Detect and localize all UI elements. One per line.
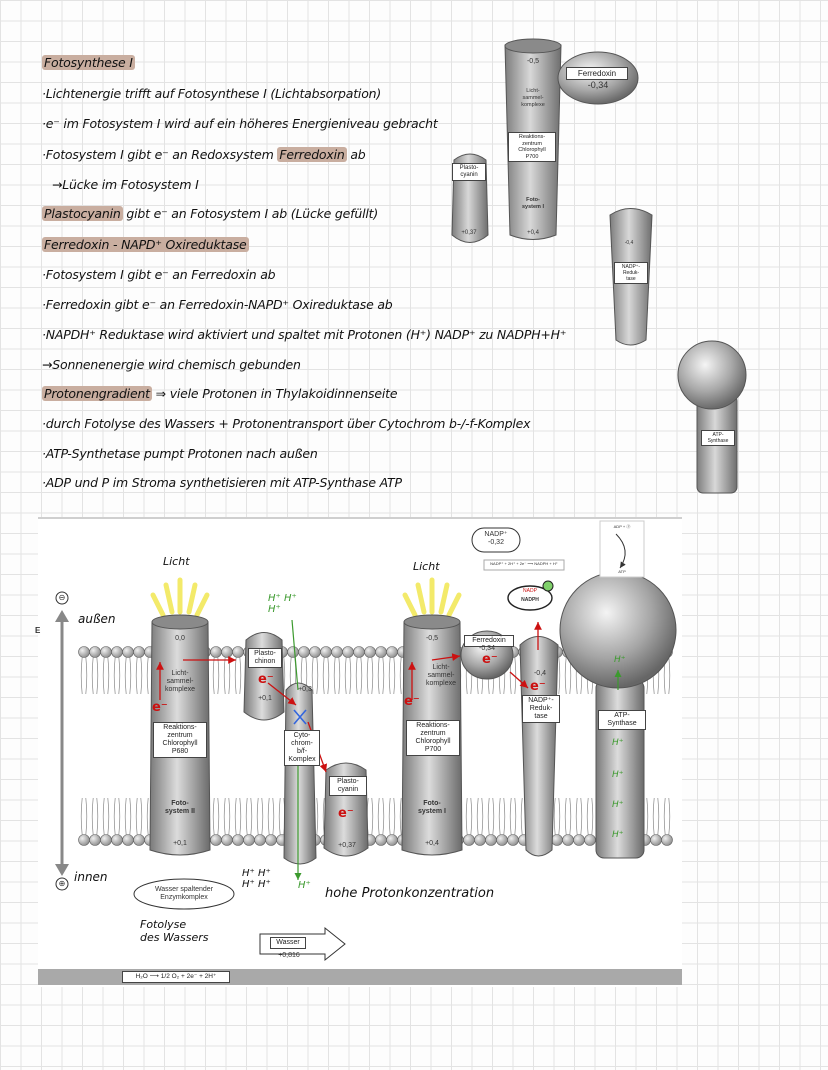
cytochrom-value: +0,3 bbox=[298, 686, 312, 693]
lipid-tail bbox=[130, 798, 131, 835]
lipid-tail bbox=[559, 657, 560, 694]
lipid-head bbox=[90, 835, 101, 846]
lipid-tail bbox=[279, 798, 280, 835]
lipid-tail bbox=[235, 657, 236, 694]
ps2-top-value: 0,0 bbox=[175, 635, 185, 642]
lipid-tail bbox=[136, 798, 137, 835]
lipid-head bbox=[134, 647, 145, 658]
lipid-tail bbox=[103, 657, 104, 694]
lipid-tail bbox=[389, 657, 390, 694]
note-line-12: ·ATP-Synthetase pumpt Protonen nach außen bbox=[42, 446, 318, 461]
lipid-head bbox=[310, 647, 321, 658]
lipid-tail bbox=[350, 657, 351, 694]
note-line-4: →Lücke im Fotosystem I bbox=[52, 177, 199, 192]
plastocyanin-label: Plasto- cyanin bbox=[329, 776, 367, 796]
lipid-head bbox=[288, 647, 299, 658]
lipid-tail bbox=[565, 657, 566, 694]
lipid-tail bbox=[130, 657, 131, 694]
lipid-tail bbox=[108, 798, 109, 835]
lipid-tail bbox=[664, 798, 665, 835]
ps2-center-label: Reaktions- zentrum Chlorophyll P680 bbox=[153, 722, 207, 758]
protons-bottom: H⁺ H⁺ H⁺ H⁺ bbox=[242, 868, 271, 890]
outside-label: außen bbox=[78, 612, 116, 626]
cytochrom-shape bbox=[284, 683, 316, 864]
lipid-tail bbox=[229, 657, 230, 694]
top-ps1-center-label: Reaktions- zentrum Chlorophyll P700 bbox=[508, 132, 556, 162]
nadp-bubble-label: NADP bbox=[523, 588, 537, 594]
lipid-head bbox=[255, 835, 266, 846]
lipid-tail bbox=[471, 798, 472, 835]
lipid-tail bbox=[669, 657, 670, 694]
proton-atp-3: H⁺ bbox=[612, 800, 624, 810]
water-label: Wasser bbox=[270, 937, 306, 949]
lipid-tail bbox=[92, 657, 93, 694]
lipid-tail bbox=[92, 798, 93, 835]
ps1-light-label: Licht- sammel- komplexe bbox=[426, 664, 456, 687]
lipid-tail bbox=[658, 798, 659, 835]
lipid-tail bbox=[268, 798, 269, 835]
high-proton-label: hohe Protonkonzentration bbox=[325, 886, 495, 901]
note-line-7: ·Ferredoxin gibt e⁻ an Ferredoxin-NAPD⁺ Oxireduktase ab bbox=[42, 297, 393, 312]
note-line-10: Protonengradient ⇒ viele Protonen in Thylakoidinnenseite bbox=[44, 386, 398, 401]
top-ps1-name: Foto- system I bbox=[521, 197, 544, 210]
lipid-tail bbox=[114, 657, 115, 694]
proton-atp-top: H⁺ bbox=[614, 655, 626, 665]
lipid-tail bbox=[334, 657, 335, 694]
proton-atp-1: H⁺ bbox=[612, 738, 624, 748]
lipid-tail bbox=[86, 798, 87, 835]
lipid-head bbox=[332, 647, 343, 658]
ps2-name: Foto- system II bbox=[165, 800, 195, 815]
lipid-tail bbox=[119, 657, 120, 694]
lipid-tail bbox=[213, 798, 214, 835]
lipid-head bbox=[365, 647, 376, 658]
lipid-tail bbox=[213, 657, 214, 694]
lipid-tail bbox=[554, 798, 555, 835]
note-line-2: ·e⁻ im Fotosystem I wird auf ein höheres Energieniveau gebracht bbox=[42, 116, 438, 131]
lipid-head bbox=[464, 835, 475, 846]
lipid-tail bbox=[570, 798, 571, 835]
lipid-tail bbox=[108, 657, 109, 694]
lipid-tail bbox=[587, 798, 588, 835]
lipid-head bbox=[387, 835, 398, 846]
proton-atp-2: H⁺ bbox=[612, 770, 624, 780]
nadp-box-label: NADP⁺ -0,32 bbox=[484, 531, 508, 546]
axis-e-label: E bbox=[35, 626, 41, 635]
lipid-tail bbox=[251, 798, 252, 835]
lipid-tail bbox=[515, 657, 516, 694]
lipid-head bbox=[497, 835, 508, 846]
note-heading-reductase: Ferredoxin - NAPD⁺ Oxireduktase bbox=[44, 237, 247, 252]
lipid-head bbox=[211, 835, 222, 846]
lipid-tail bbox=[515, 798, 516, 835]
energy-axis bbox=[55, 610, 69, 876]
electron-reductase: e⁻ bbox=[530, 679, 546, 694]
ps1-center-label: Reaktions- zentrum Chlorophyll P700 bbox=[406, 720, 460, 756]
lipid-tail bbox=[147, 657, 148, 694]
lipid-tail bbox=[147, 798, 148, 835]
electron-ps1: e⁻ bbox=[404, 694, 420, 709]
ferredoxin-label: Ferredoxin bbox=[464, 635, 514, 647]
reductase-label: NADP⁺- Reduk- tase bbox=[522, 695, 560, 723]
lipid-tail bbox=[125, 657, 126, 694]
top-plastocyanin-label: Plasto- cyanin bbox=[452, 163, 486, 181]
lipid-tail bbox=[361, 657, 362, 694]
lipid-head bbox=[354, 647, 365, 658]
lipid-tail bbox=[240, 657, 241, 694]
lipid-head bbox=[211, 647, 222, 658]
lipid-tail bbox=[576, 798, 577, 835]
top-ps1-bottom-value: +0,4 bbox=[527, 230, 539, 236]
lipid-tail bbox=[378, 798, 379, 835]
electron-ferredoxin: e⁻ bbox=[482, 652, 498, 667]
lipid-head bbox=[112, 835, 123, 846]
lipid-tail bbox=[581, 798, 582, 835]
lipid-head bbox=[244, 835, 255, 846]
adp-label: ADP + Ⓟ bbox=[613, 524, 631, 529]
lipid-head bbox=[299, 647, 310, 658]
note-line-13: ·ADP und P im Stroma synthetisieren mit ATP-Synthase ATP bbox=[42, 475, 402, 490]
notes-title: Fotosynthese I bbox=[44, 55, 133, 70]
lipid-head bbox=[266, 835, 277, 846]
lipid-tail bbox=[97, 657, 98, 694]
lipid-tail bbox=[81, 657, 82, 694]
lipid-tail bbox=[141, 657, 142, 694]
lipid-tail bbox=[229, 798, 230, 835]
ps1-bottom-value: +0,4 bbox=[425, 840, 439, 847]
top-ferredoxin-label: Ferredoxin bbox=[566, 67, 628, 80]
lipid-tail bbox=[383, 798, 384, 835]
ps2-light-label: Licht- sammel- komplexe bbox=[165, 670, 195, 693]
lipid-tail bbox=[477, 798, 478, 835]
lipid-head bbox=[101, 835, 112, 846]
note-line-3: ·Fotosystem I gibt e⁻ an Redoxsystem Ferredoxin ab bbox=[42, 147, 366, 162]
atp-label: ATP bbox=[618, 569, 626, 574]
proton-bottom-green: H⁺ bbox=[298, 880, 311, 891]
lipid-tail bbox=[119, 798, 120, 835]
lipid-tail bbox=[367, 657, 368, 694]
lipid-tail bbox=[356, 657, 357, 694]
lipid-head bbox=[134, 835, 145, 846]
lipid-head bbox=[387, 647, 398, 658]
plastochinon-label: Plasto- chinon bbox=[248, 648, 282, 668]
lipid-tail bbox=[218, 657, 219, 694]
lipid-head bbox=[475, 835, 486, 846]
lipid-tail bbox=[482, 798, 483, 835]
lipid-tail bbox=[592, 798, 593, 835]
lipid-tail bbox=[218, 798, 219, 835]
top-reductase-label: NADP⁺- Reduk- tase bbox=[614, 262, 648, 284]
protons-top: H⁺ H⁺ H⁺ bbox=[268, 593, 297, 615]
plastochinon-value: +0,1 bbox=[258, 695, 272, 702]
lipid-tail bbox=[103, 798, 104, 835]
lipid-head bbox=[321, 647, 332, 658]
lipid-tail bbox=[235, 798, 236, 835]
lipid-head bbox=[486, 835, 497, 846]
lipid-tail bbox=[224, 798, 225, 835]
lipid-head bbox=[651, 835, 662, 846]
ps1-name: Foto- system I bbox=[417, 800, 447, 815]
lipid-tail bbox=[466, 798, 467, 835]
lipid-head bbox=[222, 835, 233, 846]
lipid-tail bbox=[499, 798, 500, 835]
lipid-tail bbox=[81, 798, 82, 835]
top-reductase-value: -0,4 bbox=[624, 240, 634, 246]
lipid-tail bbox=[339, 657, 340, 694]
highlight-plastocyanin: Plastocyanin bbox=[44, 206, 121, 221]
lipid-tail bbox=[284, 657, 285, 694]
lipid-head bbox=[222, 647, 233, 658]
lipid-tail bbox=[378, 657, 379, 694]
light-label-ps2: Licht bbox=[163, 555, 190, 568]
lipid-tail bbox=[345, 657, 346, 694]
lipid-tail bbox=[86, 657, 87, 694]
lipid-tail bbox=[141, 798, 142, 835]
lipid-head bbox=[552, 835, 563, 846]
lipid-tail bbox=[246, 798, 247, 835]
note-line-11: ·durch Fotolyse des Wassers + Protonentransport über Cytochrom b-/-f-Komplex bbox=[42, 416, 531, 431]
nadph-bubble bbox=[508, 581, 553, 610]
nadph-bubble-label: NADPH bbox=[521, 597, 539, 603]
lipid-head bbox=[112, 647, 123, 658]
light-label-ps1: Licht bbox=[413, 560, 440, 573]
lipid-tail bbox=[273, 798, 274, 835]
lipid-head bbox=[79, 835, 90, 846]
lipid-tail bbox=[510, 798, 511, 835]
lipid-tail bbox=[394, 798, 395, 835]
lipid-head bbox=[90, 647, 101, 658]
axis-plus: ⊕ bbox=[58, 879, 66, 888]
top-atp-label: ATP- Synthase bbox=[701, 430, 735, 446]
light-rays-ps2 bbox=[153, 580, 207, 615]
cytochrom-label: Cyto- chrom- b/f- Komplex bbox=[284, 730, 320, 766]
highlight-gradient: Protonengradient bbox=[44, 386, 150, 401]
lipid-tail bbox=[372, 657, 373, 694]
atp-synthase-label: ATP- Synthase bbox=[598, 710, 646, 730]
h2o-equation: H₂O ⟶ 1/2 O₂ + 2e⁻ + 2H⁺ bbox=[122, 971, 230, 983]
proton-atp-4: H⁺ bbox=[612, 830, 624, 840]
top-ferredoxin-value: -0,34 bbox=[587, 80, 609, 90]
note-line-5: Plastocyanin gibt e⁻ an Fotosystem I ab (Lücke gefüllt) bbox=[44, 206, 378, 221]
lipid-tail bbox=[647, 798, 648, 835]
top-ps1-light-label: Licht- sammel- komplexe bbox=[521, 88, 545, 108]
lipid-tail bbox=[240, 798, 241, 835]
inside-label: innen bbox=[74, 870, 108, 884]
water-value: +0,816 bbox=[278, 952, 300, 959]
ps2-bottom-value: +0,1 bbox=[173, 840, 187, 847]
lipid-tail bbox=[559, 798, 560, 835]
ferredoxin-value: -0,34 bbox=[479, 645, 495, 652]
top-plastocyanin-value: +0,37 bbox=[461, 230, 477, 236]
water-enzyme-label: Wasser spaltender Enzymkomplex bbox=[154, 886, 214, 901]
lipid-tail bbox=[328, 657, 329, 694]
lipid-head bbox=[233, 835, 244, 846]
top-ps1-top-value: -0,5 bbox=[526, 58, 540, 65]
axis-minus: ⊖ bbox=[58, 593, 66, 602]
lipid-tail bbox=[114, 798, 115, 835]
lipid-head bbox=[376, 647, 387, 658]
lipid-tail bbox=[521, 798, 522, 835]
lipid-head bbox=[79, 647, 90, 658]
lipid-head bbox=[233, 647, 244, 658]
note-line-6: ·Fotosystem I gibt e⁻ an Ferredoxin ab bbox=[42, 267, 276, 282]
lipid-head bbox=[343, 647, 354, 658]
electron-plastochinon: e⁻ bbox=[258, 672, 274, 687]
lipid-tail bbox=[323, 657, 324, 694]
electron-ps2: e⁻ bbox=[152, 700, 168, 715]
lipid-tail bbox=[97, 798, 98, 835]
lipid-tail bbox=[493, 798, 494, 835]
lipid-tail bbox=[125, 798, 126, 835]
lipid-tail bbox=[389, 798, 390, 835]
reductase-value: -0,4 bbox=[533, 670, 547, 677]
plastocyanin-value: +0,37 bbox=[338, 842, 356, 849]
lipid-head bbox=[585, 835, 596, 846]
lipid-tail bbox=[400, 798, 401, 835]
lipid-head bbox=[563, 835, 574, 846]
lipid-tail bbox=[394, 657, 395, 694]
lipid-tail bbox=[262, 798, 263, 835]
lipid-tail bbox=[565, 798, 566, 835]
note-line-9: →Sonnenenergie wird chemisch gebunden bbox=[42, 357, 301, 372]
lipid-tail bbox=[372, 798, 373, 835]
lipid-head bbox=[101, 647, 112, 658]
ps1-top-value: -0,5 bbox=[425, 635, 439, 642]
lipid-tail bbox=[400, 657, 401, 694]
lipid-tail bbox=[669, 798, 670, 835]
lipid-tail bbox=[504, 798, 505, 835]
lipid-tail bbox=[224, 657, 225, 694]
lipid-head bbox=[574, 835, 585, 846]
lipid-head bbox=[662, 835, 673, 846]
lipid-head bbox=[376, 835, 387, 846]
lipid-head bbox=[123, 647, 134, 658]
highlight-ferredoxin: Ferredoxin bbox=[279, 147, 345, 162]
lipid-head bbox=[123, 835, 134, 846]
lipid-tail bbox=[653, 798, 654, 835]
fotolyse-label: Fotolyse des Wassers bbox=[140, 918, 209, 944]
lipid-head bbox=[508, 835, 519, 846]
lipid-tail bbox=[257, 798, 258, 835]
note-line-1: ·Lichtenergie trifft auf Fotosynthese I (Lichtabsorpation) bbox=[42, 86, 382, 101]
lipid-tail bbox=[136, 657, 137, 694]
nadp-equation: NADP⁺ + 2H⁺ + 2e⁻ ⟶ NADPH + H⁺ bbox=[490, 561, 558, 566]
note-line-8: ·NAPDH⁺ Reduktase wird aktiviert und spaltet mit Protonen (H⁺) NADP⁺ zu NADPH+H⁺ bbox=[42, 327, 567, 342]
light-rays-ps1 bbox=[405, 580, 459, 615]
lipid-tail bbox=[317, 798, 318, 835]
electron-plastocyanin: e⁻ bbox=[338, 806, 354, 821]
lipid-tail bbox=[383, 657, 384, 694]
lipid-tail bbox=[488, 798, 489, 835]
